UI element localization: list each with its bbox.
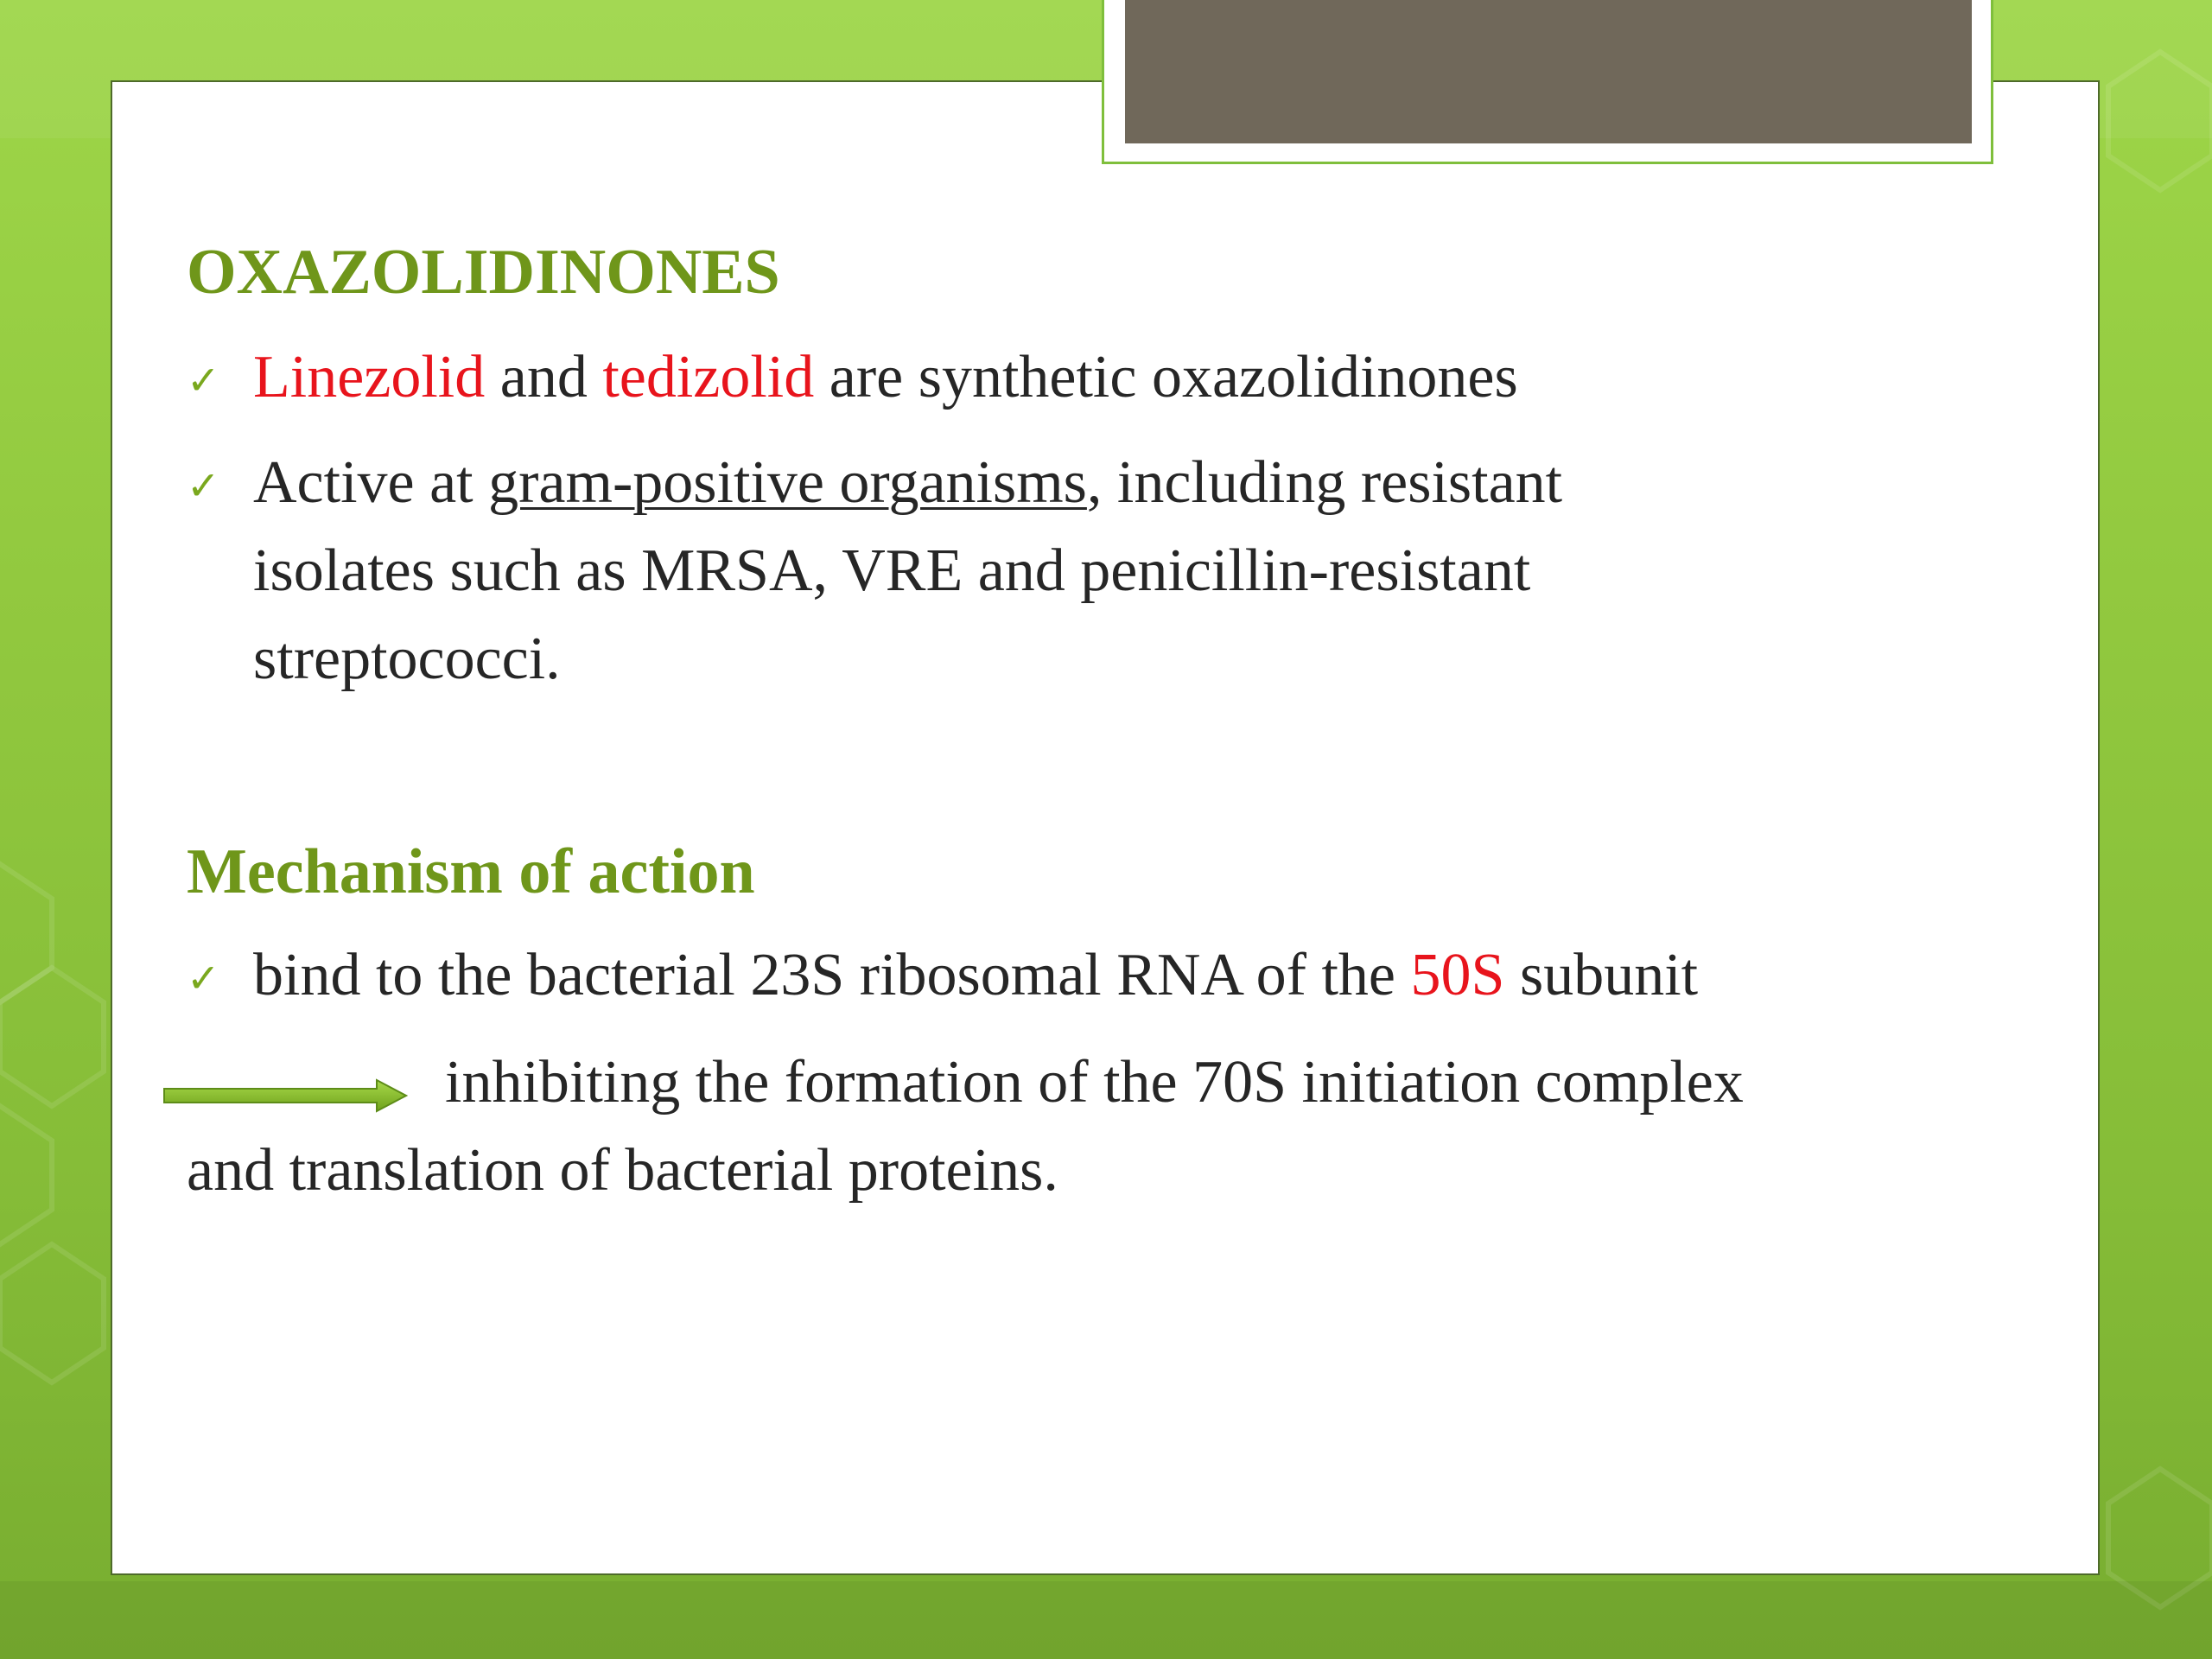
drug-name-linezolid: Linezolid [253, 344, 486, 410]
bullet-activity-line1 [253, 448, 1562, 518]
subunit-50s: 50S [1410, 942, 1505, 1008]
slide-content-card [111, 80, 2100, 1575]
title-placeholder-box [1125, 0, 1972, 143]
bullet-activity-line3: streptococci. [253, 626, 561, 692]
mechanism-continuation-line1: inhibiting the formation of the 70S initiation complex [445, 1049, 1744, 1116]
bullet-text-subunit: subunit [1504, 942, 1699, 1008]
checkmark-icon: ✓ [187, 955, 220, 1001]
title-placeholder-frame [1102, 0, 1993, 164]
bullet-text-bind: bind to the bacterial 23S ribosomal RNA of the [253, 942, 1411, 1008]
checkmark-icon: ✓ [187, 462, 220, 509]
drug-name-tedizolid: tedizolid [602, 344, 815, 410]
section-heading-mechanism: Mechanism of action [187, 836, 755, 907]
bullet-text-prefix: Active at [253, 449, 489, 516]
underlined-gram-positive: gram-positive organisms [488, 449, 1087, 516]
bullet-mechanism-binding [253, 941, 1698, 1010]
checkmark-icon: ✓ [187, 357, 220, 404]
bullet-text-including: , including resistant [1086, 449, 1563, 516]
section-heading-oxazolidinones: OXAZOLIDINONES [187, 237, 780, 308]
bullet-linezolid-tedizolid [253, 343, 1518, 412]
bullet-activity-line2: isolates such as MRSA, VRE and penicillin-resistant [253, 537, 1531, 604]
right-arrow-icon [162, 1078, 408, 1113]
mechanism-continuation-line2: and translation of bacterial proteins. [187, 1137, 1058, 1204]
bullet-text-rest: are synthetic oxazolidinones [814, 344, 1518, 410]
bullet-text-and: and [485, 344, 603, 410]
